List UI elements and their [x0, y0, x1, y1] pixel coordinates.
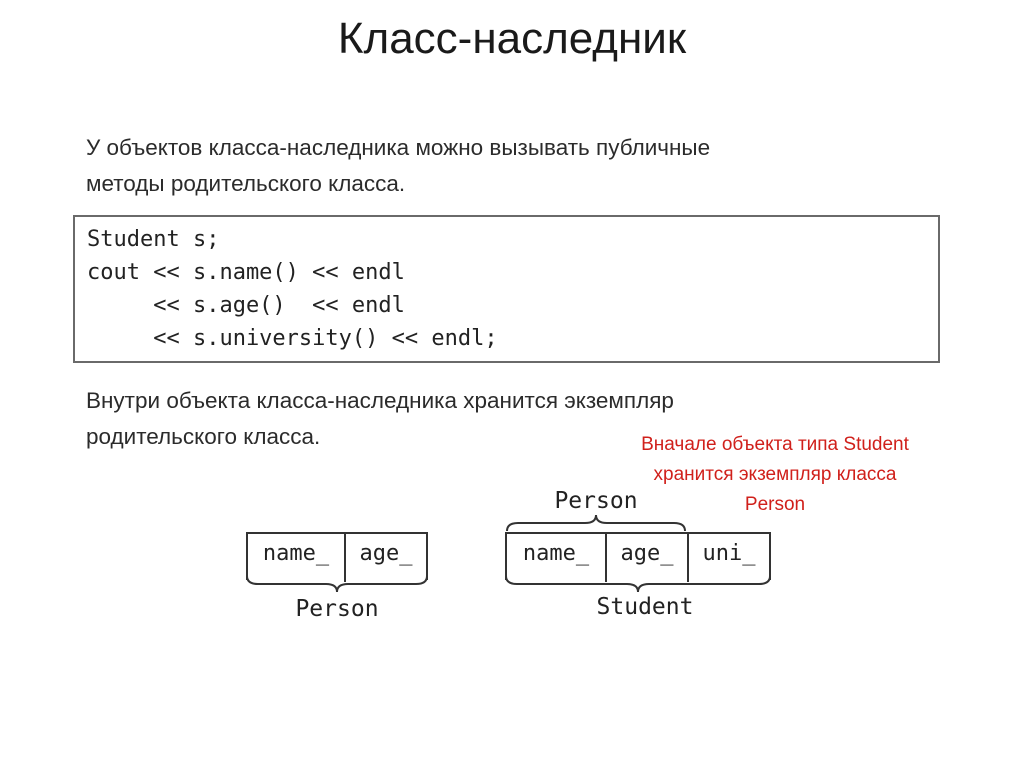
- person-part-top-brace: [506, 515, 686, 533]
- note-line: хранится экземпляр класса: [653, 464, 897, 485]
- person-memory-box: [246, 532, 428, 580]
- student-person-part-label: Person: [554, 488, 638, 514]
- note-line: Вначале объекта типа Student: [641, 434, 909, 455]
- body-line: Внутри объекта класса-наследника хранится экземпляр: [86, 388, 674, 413]
- code-line: << s.university() << endl;: [87, 326, 498, 351]
- code-block: [73, 215, 940, 363]
- code-line: << s.age() << endl: [87, 293, 405, 318]
- student-bottom-brace: [505, 576, 771, 594]
- student-label: Student: [596, 594, 694, 620]
- code-line: Student s;: [87, 227, 220, 252]
- code-line: cout << s.name() << endl: [87, 260, 405, 285]
- student-field-age: age_: [607, 534, 689, 582]
- person-field-name: name_: [248, 534, 346, 582]
- student-memory-box: [505, 532, 771, 580]
- student-field-name: name_: [507, 534, 607, 582]
- intro-paragraph: [86, 130, 710, 202]
- person-field-age: age_: [359, 541, 413, 566]
- slide-title: Класс-наследник: [337, 14, 687, 63]
- person-label: Person: [295, 596, 379, 622]
- body-paragraph: [86, 383, 674, 455]
- person-bottom-brace: [246, 576, 428, 594]
- intro-line: У объектов класса-наследника можно вызывать публичные: [86, 135, 711, 160]
- student-field-uni: uni_: [702, 541, 756, 566]
- body-line: родительского класса.: [86, 424, 321, 449]
- intro-line: методы родительского класса.: [86, 171, 406, 196]
- note-line: Person: [744, 494, 806, 515]
